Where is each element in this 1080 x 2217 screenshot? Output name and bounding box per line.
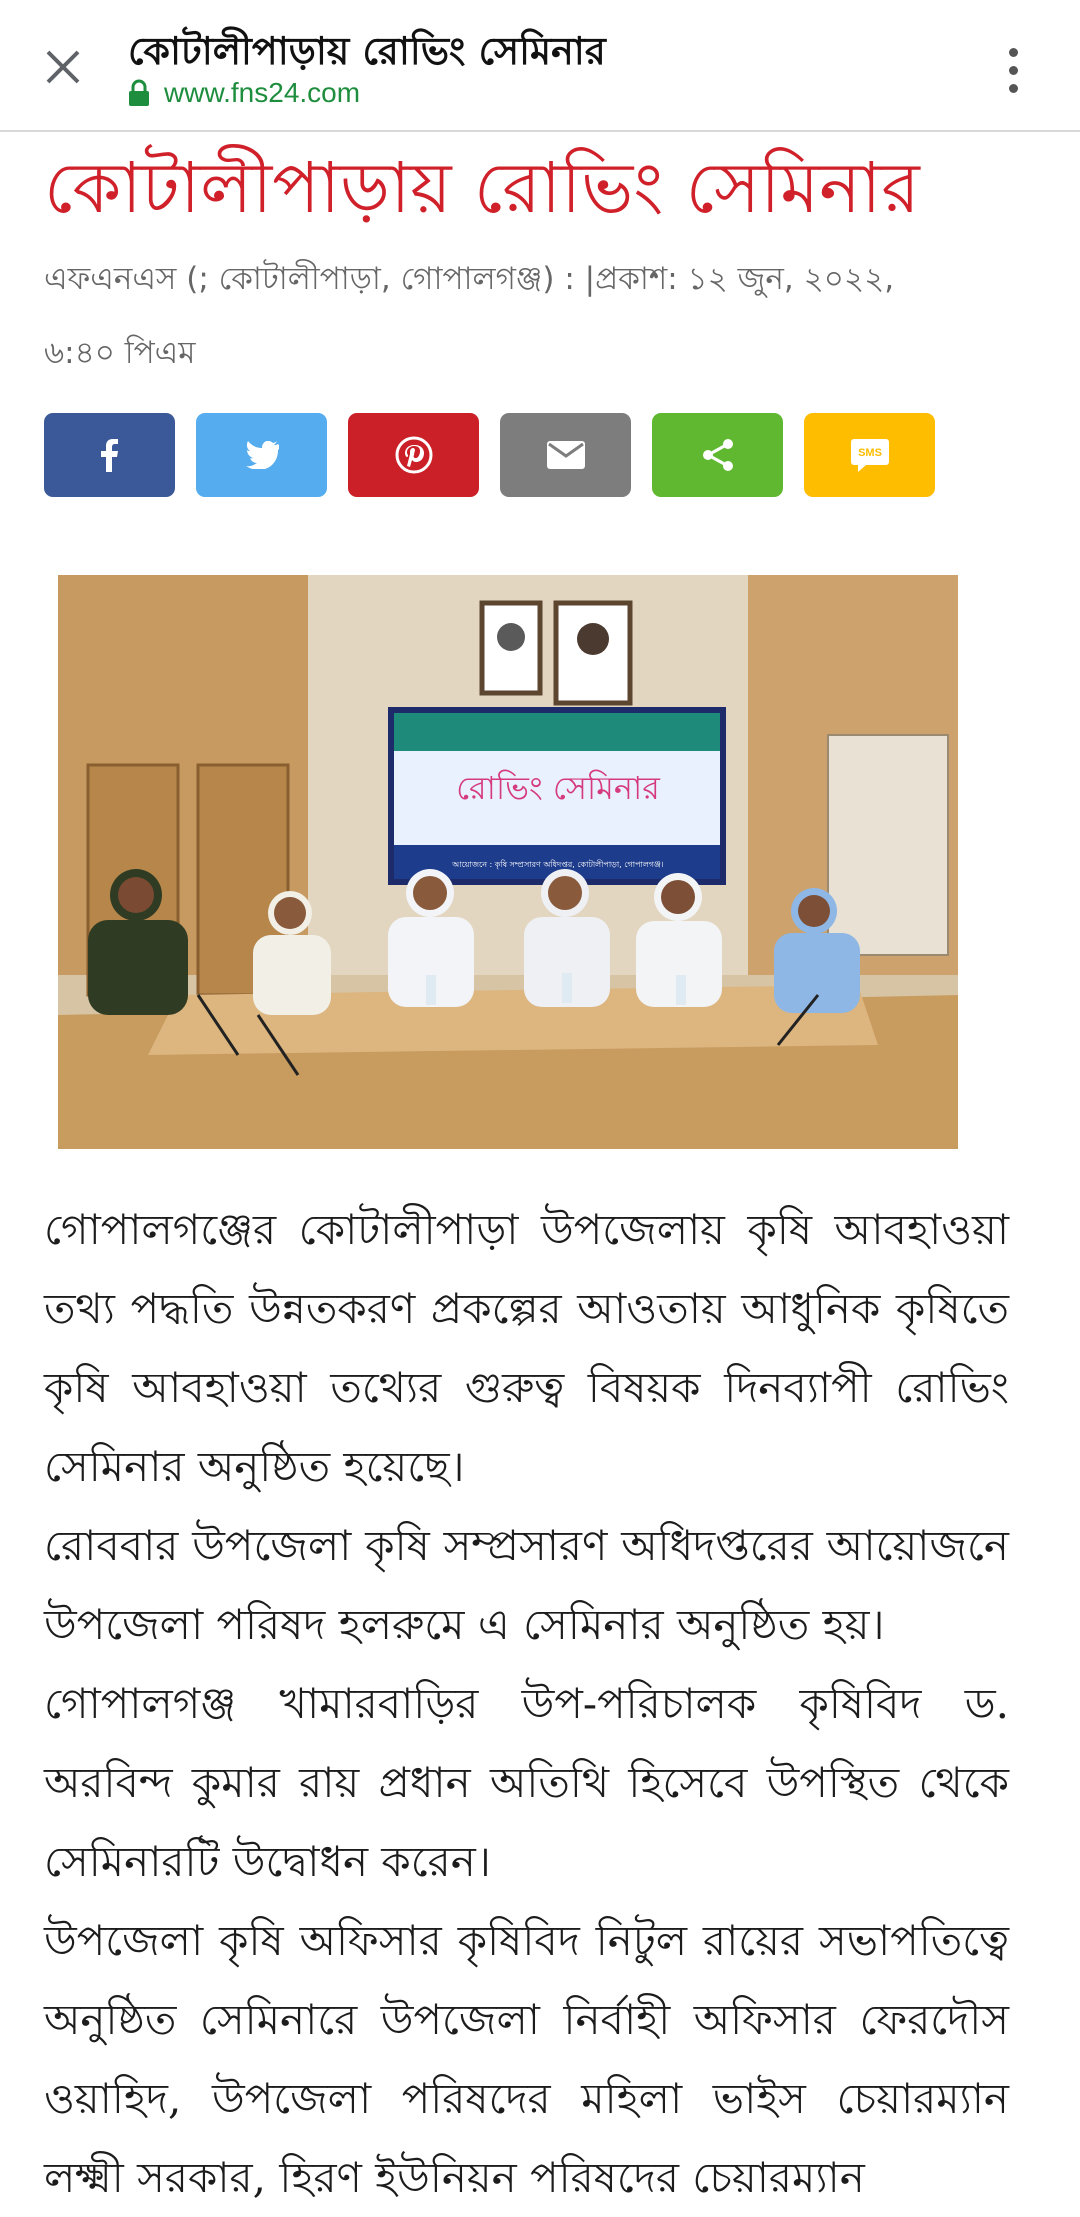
- share-twitter-button[interactable]: [196, 413, 327, 497]
- pinterest-icon: [395, 436, 433, 474]
- article-meta: [44, 242, 1024, 390]
- share-icon: [700, 437, 736, 473]
- meta-source-date: এফএনএস (; কোটালীপাড়া, গোপালগঞ্জ) : |প্রকাশ: ১২ জুন, ২০২২,: [44, 261, 895, 297]
- screen-title-text: রোভিং সেমিনার: [456, 769, 660, 807]
- close-button[interactable]: [40, 44, 86, 90]
- close-icon: [40, 44, 86, 90]
- seminar-photo-illustration: [58, 575, 958, 1149]
- article-body: [44, 1190, 1009, 2217]
- sms-icon-label: SMS: [857, 447, 882, 459]
- email-icon: [546, 440, 586, 470]
- article-paragraph: উপজেলা কৃষি অফিসার কৃষিবিদ নিটুল রায়ের সভাপতিত্বে অনুষ্ঠিত সেমিনারে উপজেলা নির্বাহী অফিসার ফেরদৌস ওয়াহিদ, উপজেলা পরিষদের মহিলা ভাইস চেয়ারম্যান লক্ষ্মী সরকার, হিরণ ইউনিয়ন পরিষদের চেয়ারম্যান: [44, 1916, 1009, 2202]
- share-more-button[interactable]: [652, 413, 783, 497]
- article-paragraph: গোপালগঞ্জের কোটালীপাড়া উপজেলায় কৃষি আবহাওয়া তথ্য পদ্ধতি উন্নতকরণ প্রকল্পের আওতায় আধুনিক কৃষিতে কৃষি আবহাওয়া তথ্যের গুরুত্ব বিষয়ক দিনব্যাপী রোভিং সেমিনার অনুষ্ঠিত হয়েছে।: [44, 1205, 1009, 1491]
- facebook-icon: [95, 438, 125, 472]
- lock-icon: [128, 79, 150, 107]
- url-bar[interactable]: [128, 76, 360, 110]
- article-paragraph: রোববার উপজেলা কৃষি সম্প্রসারণ অধিদপ্তরের আয়োজনে উপজেলা পরিষদ হলরুমে এ সেমিনার অনুষ্ঠিত হয়।: [44, 1521, 1009, 1649]
- meta-time: ৬:৪০ পিএম: [44, 335, 196, 371]
- more-options-button[interactable]: [996, 44, 1030, 96]
- twitter-icon: [245, 441, 279, 469]
- share-pinterest-button[interactable]: [348, 413, 479, 497]
- page-title: কোটালীপাড়ায় রোভিং সেমিনার: [128, 29, 606, 73]
- share-sms-button[interactable]: [804, 413, 935, 497]
- share-buttons: [44, 413, 956, 497]
- screen-footer-text: আয়োজনে : কৃষি সম্প্রসারণ অধিদপ্তর, কোটালীপাড়া, গোপালগঞ্জ।: [452, 860, 664, 869]
- article-photo[interactable]: [58, 575, 958, 1149]
- share-email-button[interactable]: [500, 413, 631, 497]
- sms-icon: [850, 437, 890, 473]
- article-paragraph: গোপালগঞ্জ খামারবাড়ির উপ-পরিচালক কৃষিবিদ ড. অরবিন্দ কুমার রায় প্রধান অতিথি হিসেবে উপস্থিত থেকে সেমিনারটি উদ্বোধন করেন।: [44, 1679, 1009, 1886]
- more-vert-icon: [996, 48, 1030, 93]
- url-text: www.fns24.com: [164, 77, 361, 108]
- custom-tab-toolbar: [0, 0, 1080, 132]
- share-facebook-button[interactable]: [44, 413, 175, 497]
- article-headline: কোটালীপাড়ায় রোভিং সেমিনার: [44, 147, 920, 229]
